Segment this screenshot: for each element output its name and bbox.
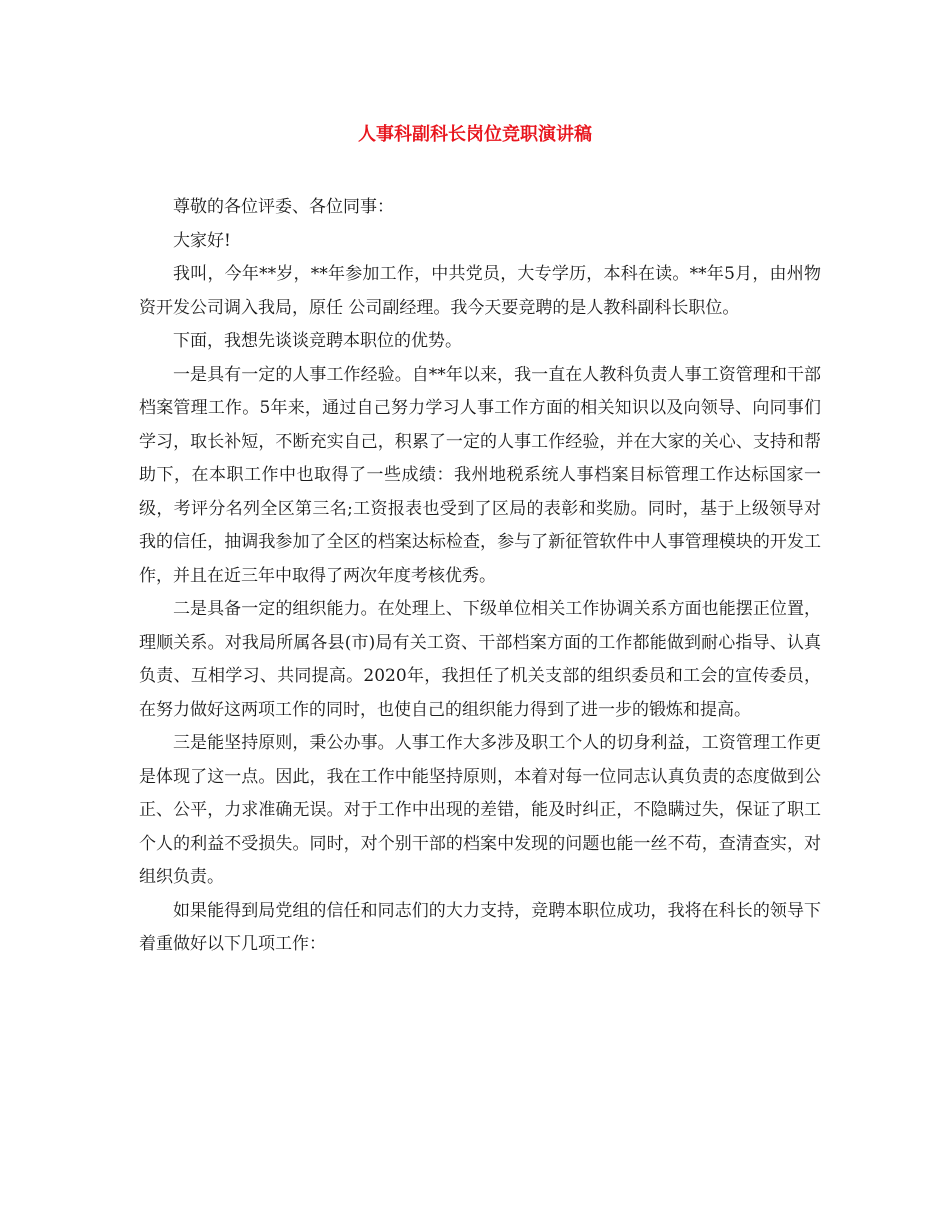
paragraph-self-introduction: 我叫，今年**岁，**年参加工作，中共党员，大专学历，本科在读。**年5月，由州物资开发公司调入我局，原任 公司副经理。我今天要竞聘的是人教科副科长职位。 (139, 264, 821, 318)
paragraph-advantage-organization: 二是具备一定的组织能力。在处理上、下级单位相关工作协调关系方面也能摆正位置，理顺关系。对我局所属各县(市)局有关工资、干部档案方面的工作都能做到耐心指导、认真负责、互相学习、共同提高。2020年，我担任了机关支部的组织委员和工会的宣传委员，在努力做好这两项工作的同时，也使自己的组织能力得到了进一步的锻炼和提高。 (139, 599, 821, 720)
paragraph-greeting: 大家好! (173, 230, 231, 251)
document-body (139, 191, 821, 962)
paragraph-advantage-experience: 一是具有一定的人事工作经验。自**年以来，我一直在人教科负责人事工资管理和干部档案管理工作。5年来，通过自己努力学习人事工作方面的相关知识以及向领导、向同事们学习，取长补短，不断充实自己，积累了一定的人事工作经验，并在大家的关心、支持和帮助下，在本职工作中也取得了一些成绩：我州地税系统人事档案目标管理工作达标国家一级，考评分名列全区第三名;工资报表也受到了区局的表彰和奖励。同时，基于上级领导对我的信任，抽调我参加了全区的档案达标检查，参与了新征管软件中人事管理模块的开发工作，并且在近三年中取得了两次年度考核优秀。 (139, 364, 821, 586)
document-title: 人事科副科长岗位竞职演讲稿 (358, 124, 592, 145)
paragraph-advantages-intro: 下面，我想先谈谈竞聘本职位的优势。 (173, 331, 462, 351)
paragraph-salutation: 尊敬的各位评委、各位同事： (173, 197, 394, 217)
paragraph-advantage-principle: 三是能坚持原则，秉公办事。人事工作大多涉及职工个人的切身利益，工资管理工作更是体现了这一点。因此，我在工作中能坚持原则，本着对每一位同志认真负责的态度做到公正、公平，力求准确无误。对于工作中出现的差错，能及时纠正，不隐瞒过失，保证了职工个人的利益不受损失。同时，对个别干部的档案中发现的问题也能一丝不苟，查清查实，对组织负责。 (139, 733, 821, 887)
paragraph-plan-intro: 如果能得到局党组的信任和同志们的大力支持，竞聘本职位成功，我将在科长的领导下着重做好以下几项工作： (139, 900, 821, 954)
